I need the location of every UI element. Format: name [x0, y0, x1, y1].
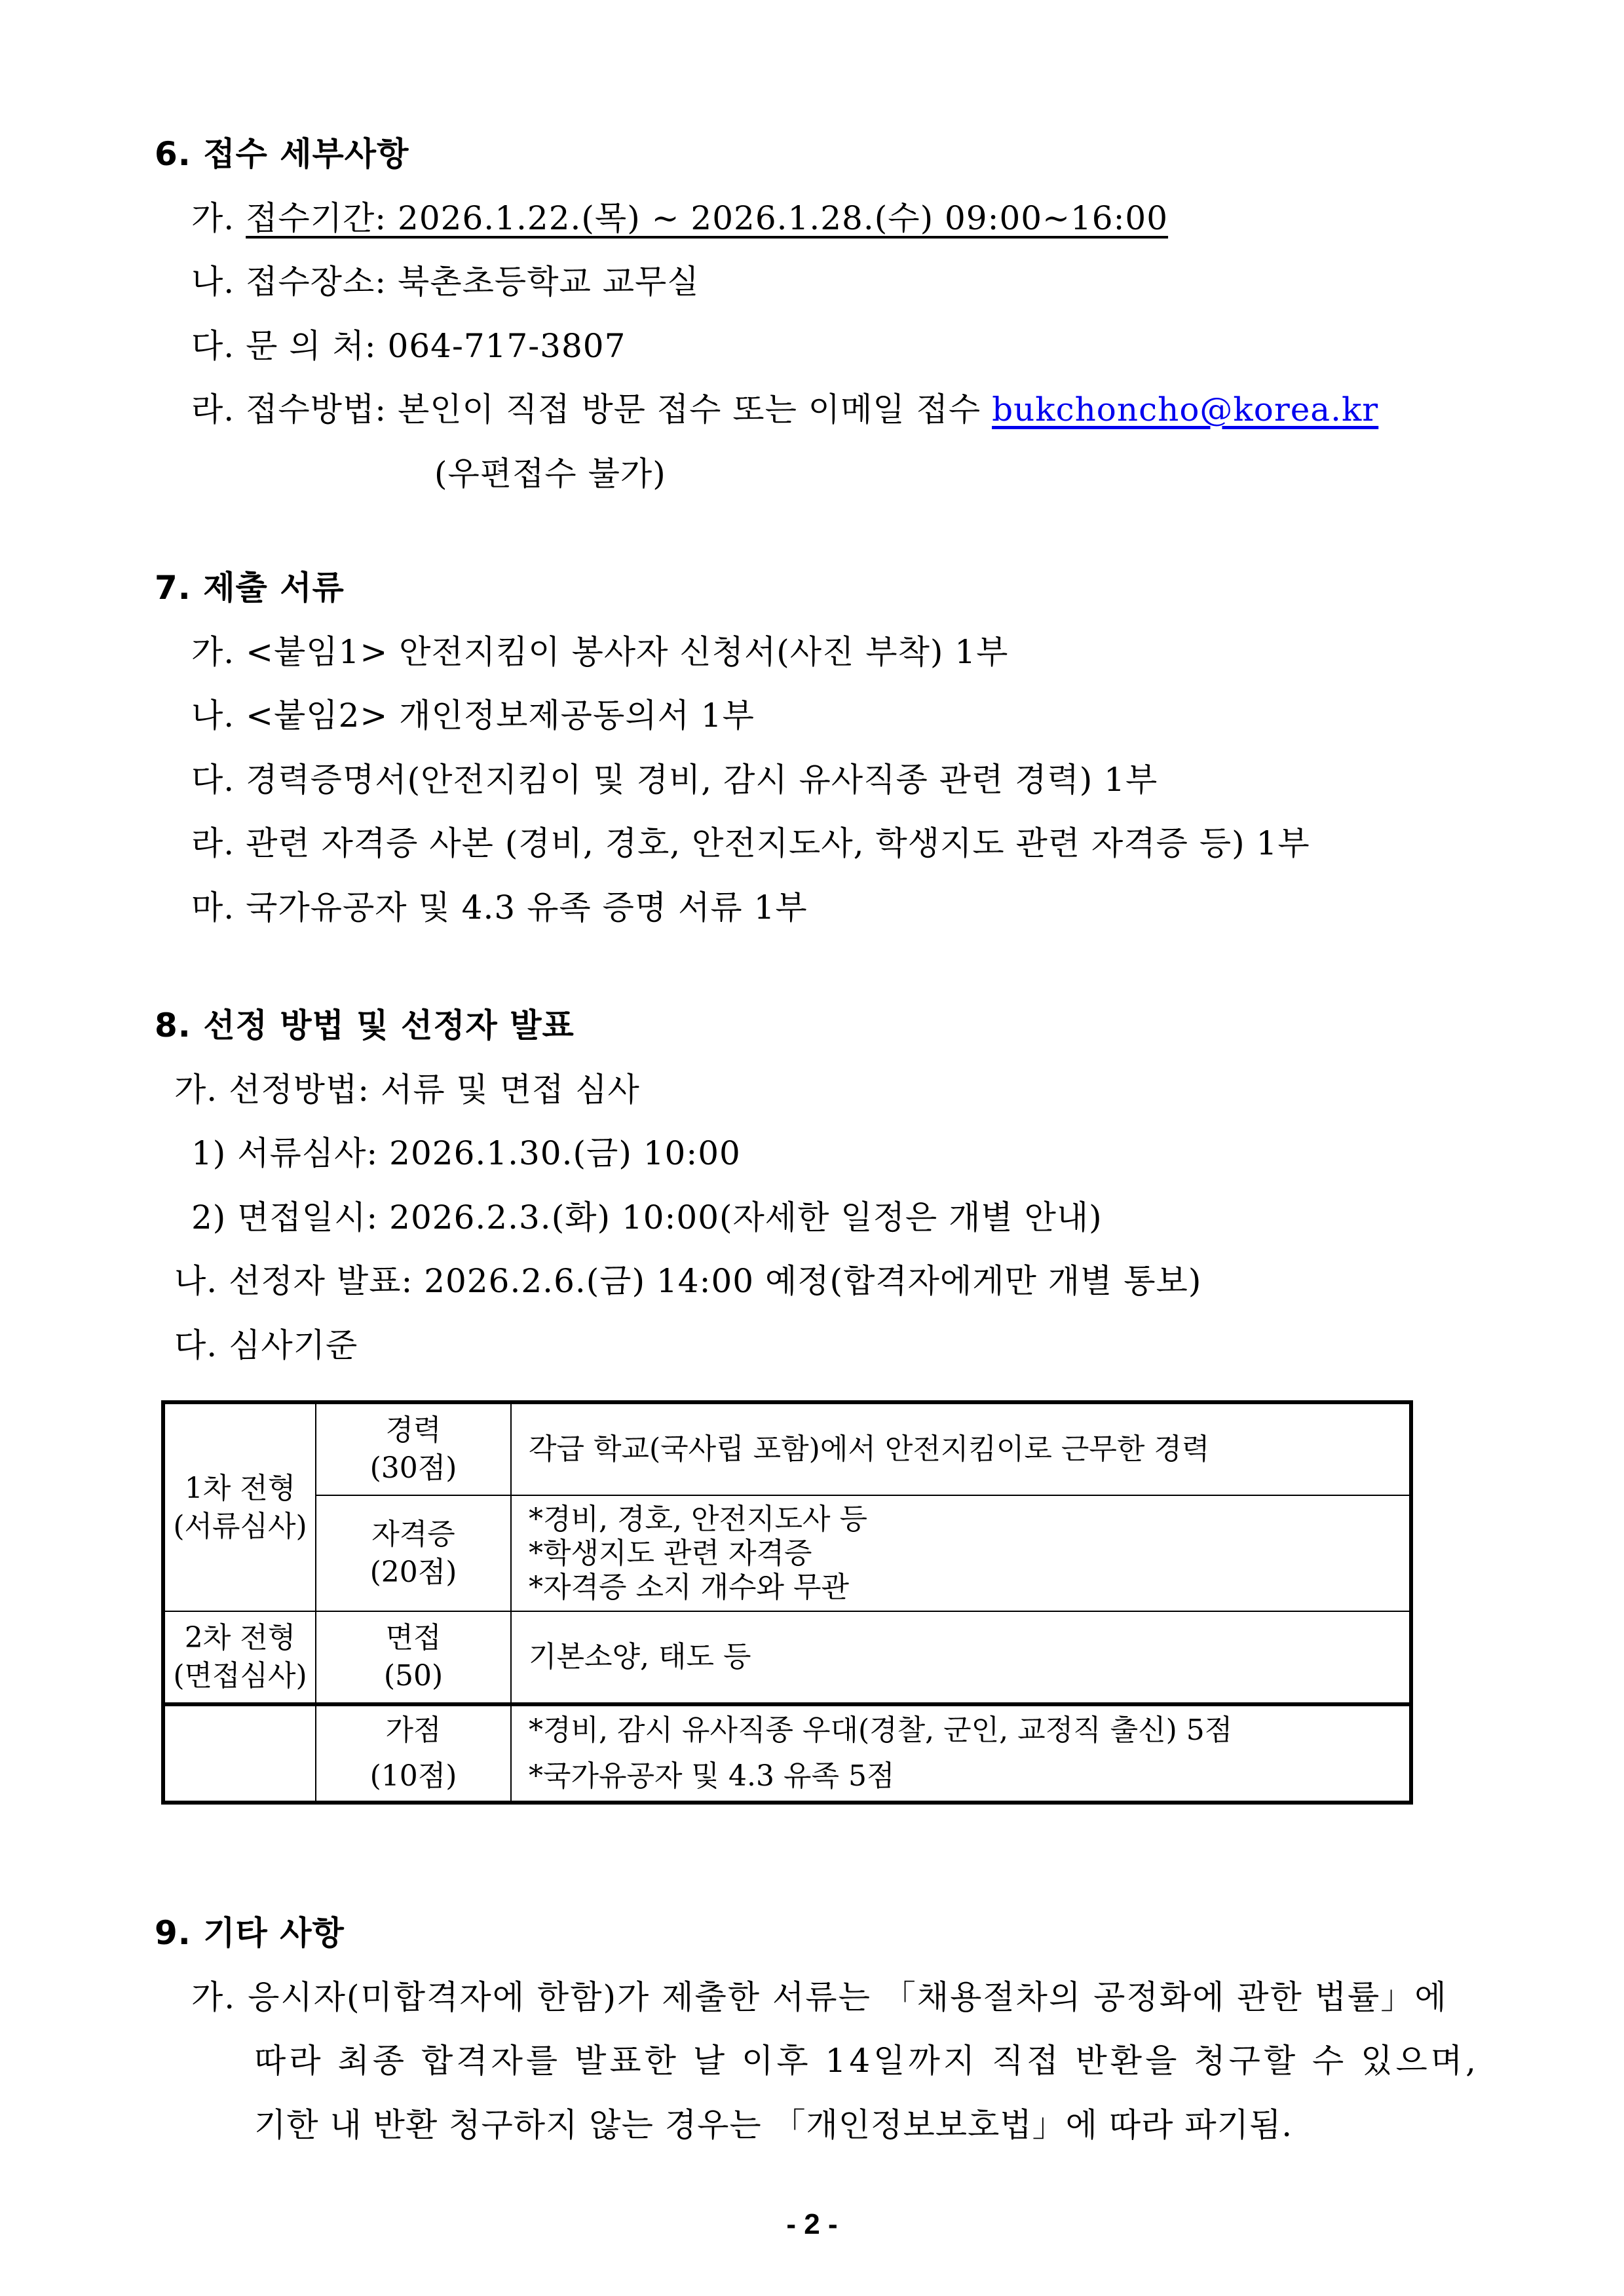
license-desc — [511, 1495, 1411, 1611]
section-9-title: 9. 기타 사항 — [155, 1914, 345, 1952]
career-desc: 각급 학교(국사립 포함)에서 안전지킴이로 근무한 경력 — [511, 1402, 1411, 1495]
bonus-desc — [511, 1704, 1411, 1803]
stage1-label: 1차 전형 — [184, 1471, 296, 1505]
section-6-title: 6. 접수 세부사항 — [155, 135, 409, 173]
interview-date: 2) 면접일시: 2026.2.3.(화) 10:00(자세한 일정은 개별 안내) — [191, 1198, 1103, 1236]
table-row — [163, 1611, 1411, 1704]
bonus-label: 가점 — [385, 1713, 442, 1747]
document-item: 마. 국가유공자 및 4.3 유족 증명 서류 1부 — [191, 889, 808, 927]
page-number: - 2 - — [786, 2208, 838, 2240]
interview-cell — [316, 1611, 511, 1704]
stage2-label: 2차 전형 — [184, 1621, 296, 1655]
license-desc-line: *자격증 소지 개수와 무관 — [529, 1570, 849, 1604]
career-cell — [316, 1402, 511, 1495]
document-item: 나. <붙임2> 개인정보제공동의서 1부 — [191, 697, 755, 735]
table-row — [163, 1495, 1411, 1611]
interview-label: 면접 — [385, 1621, 442, 1655]
section-7-title: 7. 제출 서류 — [155, 569, 345, 607]
reception-method-note: (우편접수 불가) — [434, 455, 666, 493]
announcement-date: 나. 선정자 발표: 2026.2.6.(금) 14:00 예정(합격자에게만 개별 통보) — [174, 1262, 1202, 1300]
criteria-label: 다. 심사기준 — [174, 1326, 358, 1364]
reception-period-prefix: 가. — [191, 199, 235, 237]
selection-method: 가. 선정방법: 서류 및 면접 심사 — [174, 1071, 640, 1109]
document-item: 라. 관련 자격증 사본 (경비, 경호, 안전지도사, 학생지도 관련 자격증 등) 1부 — [191, 824, 1310, 862]
table-row — [163, 1704, 1411, 1803]
contact-phone: 다. 문 의 처: 064-717-3807 — [191, 327, 626, 365]
stage2-cell — [163, 1611, 316, 1704]
reception-period — [191, 199, 1168, 238]
bonus-desc-line: *경비, 감시 유사직종 우대(경찰, 군인, 교정직 출신) 5점 — [529, 1713, 1233, 1747]
stage2-sublabel: (면접심사) — [173, 1659, 307, 1693]
stage1-sublabel: (서류심사) — [173, 1509, 307, 1543]
bonus-points: (10점) — [369, 1759, 457, 1793]
bonus-cell — [316, 1704, 511, 1803]
email-link[interactable]: bukchoncho@korea.kr — [992, 391, 1379, 429]
interview-desc: 기본소양, 태도 등 — [511, 1611, 1411, 1704]
stage1-cell — [163, 1402, 316, 1611]
bonus-stage-cell — [163, 1704, 316, 1803]
misc-line: 따라 최종 합격자를 발표한 날 이후 14일까지 직접 반환을 청구할 수 있으며, — [254, 2042, 1480, 2080]
criteria-table — [161, 1400, 1413, 1805]
reception-method — [191, 390, 1378, 429]
license-label: 자격증 — [371, 1517, 455, 1551]
bonus-desc-line: *국가유공자 및 4.3 유족 5점 — [529, 1759, 895, 1793]
reception-period-text: 접수기간: 2026.1.22.(목) ~ 2026.1.28.(수) 09:00~16:00 — [246, 199, 1169, 237]
career-label: 경력 — [385, 1413, 442, 1447]
career-points: (30점) — [369, 1451, 457, 1485]
reception-method-text: 라. 접수방법: 본인이 직접 방문 접수 또는 이메일 접수 — [191, 391, 981, 429]
document-item: 가. <붙임1> 안전지킴이 봉사자 신청서(사진 부착) 1부 — [191, 633, 1009, 671]
license-cell — [316, 1495, 511, 1611]
table-row — [163, 1402, 1411, 1495]
license-desc-line: *경비, 경호, 안전지도사 등 — [529, 1502, 867, 1536]
document-item: 다. 경력증명서(안전지킴이 및 경비, 감시 유사직종 관련 경력) 1부 — [191, 761, 1158, 799]
interview-points: (50) — [383, 1659, 444, 1693]
license-desc-line: *학생지도 관련 자격증 — [529, 1536, 812, 1570]
section-8-title: 8. 선정 방법 및 선정자 발표 — [155, 1006, 575, 1044]
misc-line: 기한 내 반환 청구하지 않는 경우는 「개인정보보호법」에 따라 파기됨. — [254, 2106, 1293, 2144]
license-points: (20점) — [369, 1555, 457, 1589]
reception-place: 나. 접수장소: 북촌초등학교 교무실 — [191, 263, 700, 301]
document-review-date: 1) 서류심사: 2026.1.30.(금) 10:00 — [191, 1134, 741, 1172]
misc-line: 가. 응시자(미합격자에 한함)가 제출한 서류는 「채용절차의 공정화에 관한 법률」에 — [191, 1978, 1448, 2016]
